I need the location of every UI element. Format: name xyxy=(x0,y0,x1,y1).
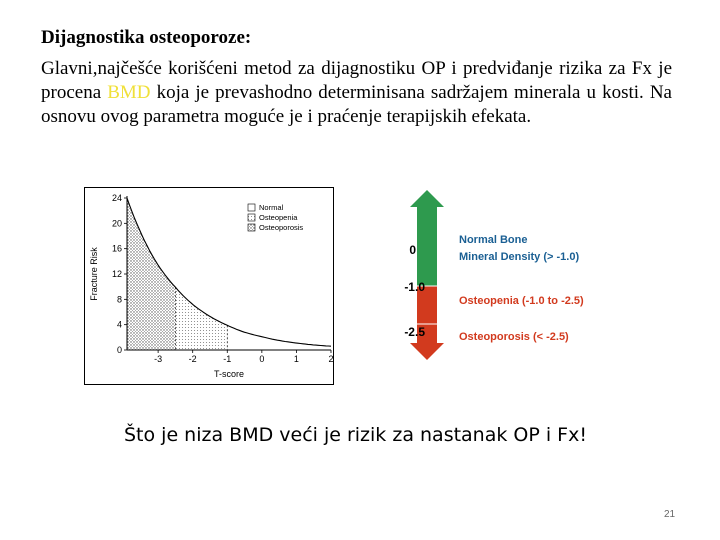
y-axis-label: Fracture Risk xyxy=(89,247,99,301)
x-axis-label: T-score xyxy=(213,369,245,379)
osteoporosis-label: Osteoporosis (< -2.5) xyxy=(459,331,569,343)
legend-swatch xyxy=(248,214,255,221)
conclusion-text: Što je niza BMD veći je rizik za nastanak OP i Fx! xyxy=(124,424,587,446)
y-tick-label: 24 xyxy=(111,193,122,203)
intro-paragraph xyxy=(41,57,672,129)
x-tick-label: -2 xyxy=(188,354,197,364)
normal-bmd-range: Mineral Density (> -1.0) xyxy=(459,251,580,263)
osteoporosis-area xyxy=(127,198,175,350)
slide-title: Dijagnostika osteoporoze: xyxy=(41,27,252,48)
y-tick-label: 0 xyxy=(116,345,122,355)
legend-label: Osteopenia xyxy=(259,213,298,222)
y-tick-label: 12 xyxy=(111,269,122,279)
legend-swatch xyxy=(248,204,255,211)
down-arrow-head xyxy=(410,343,444,360)
y-tick-label: 8 xyxy=(116,294,122,305)
y-tick-label: 16 xyxy=(111,243,122,254)
x-tick-label: 0 xyxy=(259,354,265,364)
paragraph-text-before: Glavni,najčešće korišćeni metod za dijagnostiku OP i predviđanje rizika za Fx je procena xyxy=(41,58,672,103)
legend-label: Osteoporosis xyxy=(259,223,304,232)
x-tick-label: -3 xyxy=(154,354,163,364)
bmd-label-minus-1: -1.0 xyxy=(404,280,425,294)
page-number: 21 xyxy=(664,509,676,520)
x-tick-label: 1 xyxy=(293,354,299,364)
x-tick-label: -1 xyxy=(223,354,232,364)
normal-band xyxy=(417,206,437,286)
bmd-scale-diagram xyxy=(390,190,630,375)
x-tick-label: 2 xyxy=(328,354,334,364)
osteopenia-label: Osteopenia (-1.0 to -2.5) xyxy=(459,295,584,307)
osteopenia-area xyxy=(175,287,227,350)
normal-area xyxy=(227,325,331,350)
normal-bmd-title: Normal Bone xyxy=(459,234,528,246)
bmd-label-minus-2-5: -2.5 xyxy=(404,325,425,339)
legend-label: Normal xyxy=(259,203,284,212)
up-arrow-head xyxy=(410,190,444,207)
bmd-label-zero: 0 xyxy=(409,243,416,257)
bmd-highlight: BMD xyxy=(107,82,151,103)
fracture-risk-chart xyxy=(84,187,334,385)
paragraph-text-after: koja je prevashodno determinisana sadržajem minerala u kosti. Na osnovu ovog parametra moguće je i praćenje terapijskih efekata. xyxy=(41,82,672,127)
y-tick-label: 4 xyxy=(116,319,122,330)
legend-swatch xyxy=(248,224,255,231)
y-tick-label: 20 xyxy=(111,218,122,229)
fracture-risk-chart-svg xyxy=(85,188,333,384)
